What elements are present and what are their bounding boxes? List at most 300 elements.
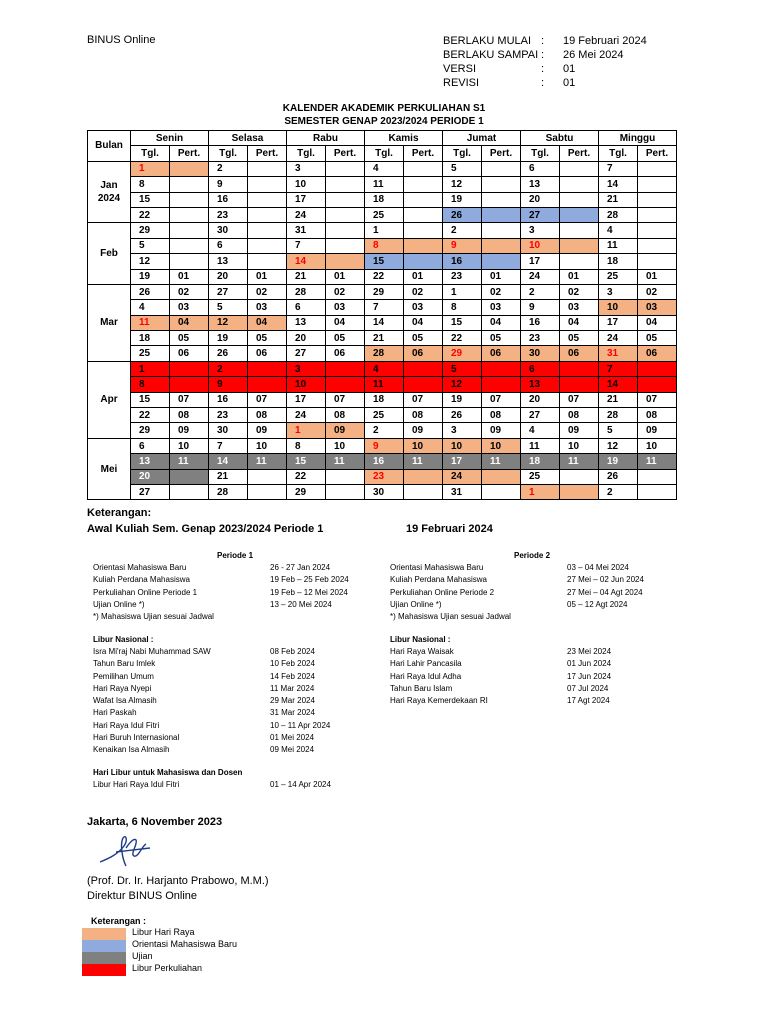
pertemuan-cell: 09 — [404, 423, 443, 438]
list-item — [93, 683, 330, 695]
date-cell: 23 — [209, 408, 248, 423]
month-label: Jan 2024 — [88, 161, 131, 223]
date-cell: 17 — [287, 392, 326, 407]
day-header: Selasa — [209, 131, 287, 146]
list-item — [93, 658, 330, 670]
list-item — [390, 562, 644, 574]
day-header: Jumat — [443, 131, 521, 146]
bulan-header: Bulan — [88, 131, 131, 162]
pertemuan-cell — [482, 361, 521, 376]
pertemuan-cell: 10 — [248, 438, 287, 453]
date-cell: 7 — [365, 300, 404, 315]
item-date: 27 Mei – 04 Agt 2024 — [567, 587, 643, 597]
pertemuan-cell — [170, 484, 209, 499]
date-cell: 14 — [599, 177, 638, 192]
legend-label: Libur Hari Raya — [132, 927, 195, 937]
date-cell: 5 — [443, 161, 482, 176]
pertemuan-cell — [404, 484, 443, 499]
date-cell: 6 — [209, 238, 248, 253]
pertemuan-cell: 08 — [326, 408, 365, 423]
pertemuan-cell — [560, 484, 599, 499]
date-cell: 14 — [365, 315, 404, 330]
legend-swatch — [82, 928, 126, 940]
table-row — [88, 361, 677, 376]
pertemuan-cell: 10 — [560, 438, 599, 453]
hari-libur-list — [93, 779, 331, 791]
pertemuan-cell: 02 — [560, 284, 599, 299]
date-cell: 11 — [365, 377, 404, 392]
date-cell: 17 — [443, 454, 482, 469]
pertemuan-cell: 01 — [170, 269, 209, 284]
date-cell: 5 — [209, 300, 248, 315]
pertemuan-cell: 04 — [326, 315, 365, 330]
pertemuan-cell: 07 — [326, 392, 365, 407]
pertemuan-cell: 07 — [560, 392, 599, 407]
pertemuan-cell — [560, 161, 599, 176]
table-row — [88, 207, 677, 222]
meta-row — [443, 62, 647, 76]
pertemuan-cell: 03 — [170, 300, 209, 315]
list-item — [93, 732, 330, 744]
date-cell: 29 — [287, 484, 326, 499]
date-cell: 28 — [209, 484, 248, 499]
day-header: Minggu — [599, 131, 677, 146]
pertemuan-cell: 02 — [482, 284, 521, 299]
pertemuan-cell: 05 — [638, 331, 677, 346]
list-item — [390, 658, 611, 670]
item-date: 31 Mar 2024 — [270, 708, 315, 718]
meta-row — [443, 48, 647, 62]
pert-header: Pert. — [638, 146, 677, 161]
pertemuan-cell: 03 — [482, 300, 521, 315]
date-cell: 2 — [209, 361, 248, 376]
date-cell: 21 — [599, 392, 638, 407]
date-cell: 6 — [521, 161, 560, 176]
table-row — [88, 315, 677, 330]
item-label: Orientasi Mahasiswa Baru — [390, 563, 484, 572]
pertemuan-cell: 04 — [560, 315, 599, 330]
date-cell: 11 — [599, 238, 638, 253]
item-label: Hari Raya Waisak — [390, 647, 454, 656]
table-row — [88, 454, 677, 469]
pertemuan-cell — [560, 192, 599, 207]
pertemuan-cell: 06 — [404, 346, 443, 361]
document-meta — [443, 34, 647, 90]
date-cell: 10 — [521, 238, 560, 253]
pertemuan-cell: 06 — [482, 346, 521, 361]
date-cell: 6 — [521, 361, 560, 376]
meta-key: BERLAKU MULAI — [443, 35, 532, 47]
pert-header: Pert. — [170, 146, 209, 161]
date-cell: 23 — [443, 269, 482, 284]
pert-header: Pert. — [482, 146, 521, 161]
periode-1-list — [93, 562, 349, 623]
date-cell: 22 — [287, 469, 326, 484]
pertemuan-cell — [560, 377, 599, 392]
subheader-row — [88, 146, 677, 161]
date-cell: 12 — [131, 254, 170, 269]
date-cell: 6 — [131, 438, 170, 453]
pertemuan-cell — [404, 192, 443, 207]
meta-value: 26 Mei 2024 — [563, 49, 624, 61]
pertemuan-cell — [638, 254, 677, 269]
tgl-header: Tgl. — [443, 146, 482, 161]
date-cell: 13 — [521, 377, 560, 392]
pertemuan-cell: 03 — [560, 300, 599, 315]
pertemuan-cell — [326, 223, 365, 238]
table-row — [88, 408, 677, 423]
legend-label: Libur Perkuliahan — [132, 963, 203, 973]
list-item — [390, 574, 644, 586]
date-cell: 9 — [365, 438, 404, 453]
table-row — [88, 269, 677, 284]
item-label: Hari Raya Kemerdekaan RI — [390, 696, 488, 706]
date-cell: 7 — [287, 238, 326, 253]
date-cell: 2 — [209, 161, 248, 176]
pertemuan-cell — [170, 377, 209, 392]
item-date: 17 Jun 2024 — [567, 671, 612, 681]
meta-value: 01 — [563, 63, 576, 75]
date-cell: 8 — [131, 177, 170, 192]
list-item — [93, 720, 330, 732]
item-date: 17 Agt 2024 — [567, 696, 610, 706]
pertemuan-cell: 07 — [170, 392, 209, 407]
pertemuan-cell — [638, 377, 677, 392]
pertemuan-cell — [326, 238, 365, 253]
pertemuan-cell — [560, 469, 599, 484]
pertemuan-cell — [326, 361, 365, 376]
pertemuan-cell: 03 — [638, 300, 677, 315]
pertemuan-cell — [404, 361, 443, 376]
libur-nasional-list-2 — [390, 646, 611, 707]
date-cell: 29 — [131, 223, 170, 238]
date-cell: 8 — [443, 300, 482, 315]
pertemuan-cell — [170, 207, 209, 222]
pertemuan-cell — [170, 469, 209, 484]
list-item — [93, 599, 349, 611]
date-cell: 24 — [599, 331, 638, 346]
date-cell: 12 — [209, 315, 248, 330]
pertemuan-cell: 04 — [248, 315, 287, 330]
pertemuan-cell — [638, 192, 677, 207]
pertemuan-cell: 07 — [638, 392, 677, 407]
item-date: 09 Mei 2024 — [270, 745, 315, 755]
date-cell: 26 — [599, 469, 638, 484]
date-cell: 30 — [521, 346, 560, 361]
date-cell: 4 — [365, 161, 404, 176]
pertemuan-cell: 09 — [170, 423, 209, 438]
date-cell: 21 — [365, 331, 404, 346]
date-cell: 5 — [443, 361, 482, 376]
item-date: 19 Feb – 12 Mei 2024 — [270, 587, 348, 597]
day-header: Sabtu — [521, 131, 599, 146]
hari-libur-title: Hari Libur untuk Mahasiswa dan Dosen — [93, 768, 243, 777]
tgl-header: Tgl. — [521, 146, 560, 161]
list-item — [93, 695, 330, 707]
pertemuan-cell — [248, 238, 287, 253]
pertemuan-cell — [404, 223, 443, 238]
date-cell: 5 — [599, 423, 638, 438]
table-row — [88, 300, 677, 315]
pertemuan-cell: 11 — [638, 454, 677, 469]
date-cell: 1 — [131, 361, 170, 376]
item-date: 01 Jun 2024 — [567, 659, 612, 669]
date-cell: 10 — [599, 300, 638, 315]
pertemuan-cell — [248, 161, 287, 176]
table-row — [88, 423, 677, 438]
date-cell: 30 — [209, 223, 248, 238]
day-header: Senin — [131, 131, 209, 146]
meta-row — [443, 76, 647, 90]
date-cell: 5 — [131, 238, 170, 253]
item-label: Libur Hari Raya Idul Fitri — [93, 780, 180, 789]
pertemuan-cell — [170, 177, 209, 192]
pertemuan-cell — [404, 377, 443, 392]
pertemuan-cell — [170, 254, 209, 269]
table-row — [88, 223, 677, 238]
meta-key: VERSI — [443, 63, 477, 75]
table-row — [88, 377, 677, 392]
item-date: 14 Feb 2024 — [270, 671, 315, 681]
pertemuan-cell: 01 — [248, 269, 287, 284]
date-cell: 15 — [365, 254, 404, 269]
table-row — [88, 161, 677, 176]
date-cell: 24 — [521, 269, 560, 284]
pertemuan-cell — [482, 377, 521, 392]
calendar-subtitle: SEMESTER GENAP 2023/2024 PERIODE 1 — [284, 116, 484, 127]
libur-nasional-title-2: Libur Nasional : — [390, 635, 451, 644]
list-item — [390, 695, 611, 707]
date-cell: 15 — [131, 192, 170, 207]
date-cell: 14 — [209, 454, 248, 469]
pertemuan-cell: 04 — [404, 315, 443, 330]
item-date: 29 Mar 2024 — [270, 696, 315, 706]
meta-key: BERLAKU SAMPAI — [443, 49, 539, 61]
date-cell: 17 — [287, 192, 326, 207]
pertemuan-cell: 11 — [560, 454, 599, 469]
date-cell: 31 — [443, 484, 482, 499]
list-item — [390, 671, 611, 683]
date-cell: 7 — [599, 161, 638, 176]
date-cell: 3 — [287, 361, 326, 376]
pertemuan-cell: 03 — [248, 300, 287, 315]
item-label: Hari Buruh Internasional — [93, 733, 180, 743]
pertemuan-cell — [170, 238, 209, 253]
list-item — [93, 707, 330, 719]
date-cell: 6 — [287, 300, 326, 315]
pertemuan-cell — [170, 192, 209, 207]
date-cell: 13 — [209, 254, 248, 269]
date-cell: 3 — [599, 284, 638, 299]
pertemuan-cell — [482, 207, 521, 222]
pertemuan-cell — [326, 177, 365, 192]
pertemuan-cell — [326, 469, 365, 484]
date-cell: 17 — [521, 254, 560, 269]
pertemuan-cell — [326, 484, 365, 499]
item-date: 10 Feb 2024 — [270, 659, 315, 669]
date-cell: 23 — [365, 469, 404, 484]
pertemuan-cell — [560, 361, 599, 376]
date-cell: 25 — [365, 207, 404, 222]
date-cell: 31 — [287, 223, 326, 238]
pertemuan-cell — [560, 254, 599, 269]
meta-sep: : — [541, 77, 545, 89]
item-date: 27 Mei – 02 Jun 2024 — [567, 575, 644, 585]
meta-sep: : — [541, 35, 545, 47]
pertemuan-cell: 11 — [482, 454, 521, 469]
date-cell: 12 — [443, 177, 482, 192]
pertemuan-cell — [326, 377, 365, 392]
date-cell: 26 — [209, 346, 248, 361]
meta-sep: : — [541, 63, 545, 75]
date-cell: 18 — [599, 254, 638, 269]
pertemuan-cell: 09 — [560, 423, 599, 438]
pertemuan-cell — [560, 207, 599, 222]
tgl-header: Tgl. — [599, 146, 638, 161]
date-cell: 17 — [599, 315, 638, 330]
date-cell: 8 — [365, 238, 404, 253]
item-label: Kenaikan Isa Almasih — [93, 745, 170, 755]
pertemuan-cell — [404, 254, 443, 269]
date-cell: 21 — [599, 192, 638, 207]
date-cell: 1 — [131, 161, 170, 176]
pertemuan-cell — [248, 484, 287, 499]
pertemuan-cell: 05 — [560, 331, 599, 346]
date-cell: 3 — [521, 223, 560, 238]
date-cell: 1 — [287, 423, 326, 438]
date-cell: 28 — [287, 284, 326, 299]
date-cell: 3 — [443, 423, 482, 438]
pertemuan-cell — [638, 161, 677, 176]
pertemuan-cell — [248, 469, 287, 484]
pertemuan-cell — [248, 177, 287, 192]
pertemuan-cell — [638, 484, 677, 499]
date-cell: 19 — [443, 392, 482, 407]
item-label: Perkuliahan Online Periode 2 — [390, 587, 495, 597]
date-cell: 21 — [209, 469, 248, 484]
date-cell: 16 — [443, 254, 482, 269]
date-cell: 24 — [287, 207, 326, 222]
date-cell: 29 — [365, 284, 404, 299]
pertemuan-cell — [326, 207, 365, 222]
table-row — [88, 284, 677, 299]
date-cell: 30 — [209, 423, 248, 438]
pertemuan-cell — [482, 254, 521, 269]
date-cell: 15 — [131, 392, 170, 407]
pertemuan-cell — [482, 484, 521, 499]
date-cell: 13 — [131, 454, 170, 469]
tgl-header: Tgl. — [287, 146, 326, 161]
item-label: Orientasi Mahasiswa Baru — [93, 563, 187, 572]
date-cell: 16 — [209, 192, 248, 207]
pertemuan-cell: 07 — [482, 392, 521, 407]
pertemuan-cell: 06 — [170, 346, 209, 361]
pertemuan-cell — [404, 207, 443, 222]
date-cell: 19 — [599, 454, 638, 469]
date-cell: 25 — [521, 469, 560, 484]
legend-swatch — [82, 940, 126, 952]
item-label: Pemilihan Umum — [93, 671, 154, 681]
date-cell: 10 — [287, 177, 326, 192]
signer-position: Direktur BINUS Online — [87, 890, 198, 902]
date-cell: 18 — [365, 392, 404, 407]
pertemuan-cell: 04 — [170, 315, 209, 330]
date-cell: 24 — [443, 469, 482, 484]
periode-2-list — [390, 562, 644, 623]
item-label: Hari Paskah — [93, 708, 137, 718]
table-row — [88, 192, 677, 207]
pert-header: Pert. — [248, 146, 287, 161]
org-name: BINUS Online — [87, 34, 156, 46]
date-cell: 2 — [599, 484, 638, 499]
date-cell: 12 — [599, 438, 638, 453]
pertemuan-cell — [482, 238, 521, 253]
table-row — [88, 238, 677, 253]
item-label: Kuliah Perdana Mahasiswa — [93, 575, 190, 585]
tgl-header: Tgl. — [131, 146, 170, 161]
date-cell: 19 — [131, 269, 170, 284]
date-cell: 13 — [521, 177, 560, 192]
item-date: 13 – 20 Mei 2024 — [270, 599, 332, 609]
date-cell: 9 — [443, 238, 482, 253]
pertemuan-cell — [482, 161, 521, 176]
date-cell: 11 — [365, 177, 404, 192]
date-cell: 27 — [131, 484, 170, 499]
date-cell: 28 — [365, 346, 404, 361]
date-cell: 9 — [521, 300, 560, 315]
pertemuan-cell: 01 — [638, 269, 677, 284]
item-label: Isra Mi'raj Nabi Muhammad SAW — [93, 647, 211, 656]
pertemuan-cell: 08 — [638, 408, 677, 423]
table-row — [88, 469, 677, 484]
item-date: 23 Mei 2024 — [567, 647, 612, 656]
legend-title: Keterangan : — [91, 916, 147, 926]
date-cell: 7 — [209, 438, 248, 453]
sign-place-date: Jakarta, 6 November 2023 — [87, 816, 223, 828]
date-cell: 22 — [131, 408, 170, 423]
date-cell: 20 — [521, 392, 560, 407]
pertemuan-cell: 09 — [248, 423, 287, 438]
list-item — [93, 779, 331, 791]
meta-value: 01 — [563, 77, 576, 89]
list-item — [93, 646, 330, 658]
legend-swatch — [82, 964, 126, 976]
pertemuan-cell: 05 — [170, 331, 209, 346]
academic-calendar-table — [87, 130, 677, 500]
calendar-title: KALENDER AKADEMIK PERKULIAHAN S1 — [282, 103, 486, 114]
pert-header: Pert. — [560, 146, 599, 161]
date-cell: 20 — [287, 331, 326, 346]
date-cell: 20 — [521, 192, 560, 207]
list-item — [390, 683, 611, 695]
list-item — [93, 611, 349, 623]
pertemuan-cell — [404, 238, 443, 253]
date-cell: 27 — [521, 207, 560, 222]
date-cell: 13 — [287, 315, 326, 330]
list-item — [93, 574, 349, 586]
pertemuan-cell — [248, 254, 287, 269]
pertemuan-cell: 10 — [482, 438, 521, 453]
pertemuan-cell — [326, 161, 365, 176]
date-cell: 27 — [521, 408, 560, 423]
date-cell: 4 — [521, 423, 560, 438]
date-cell: 7 — [599, 361, 638, 376]
date-cell: 27 — [209, 284, 248, 299]
list-item — [390, 587, 644, 599]
date-cell: 4 — [131, 300, 170, 315]
signature-image — [96, 828, 156, 872]
date-cell: 31 — [599, 346, 638, 361]
